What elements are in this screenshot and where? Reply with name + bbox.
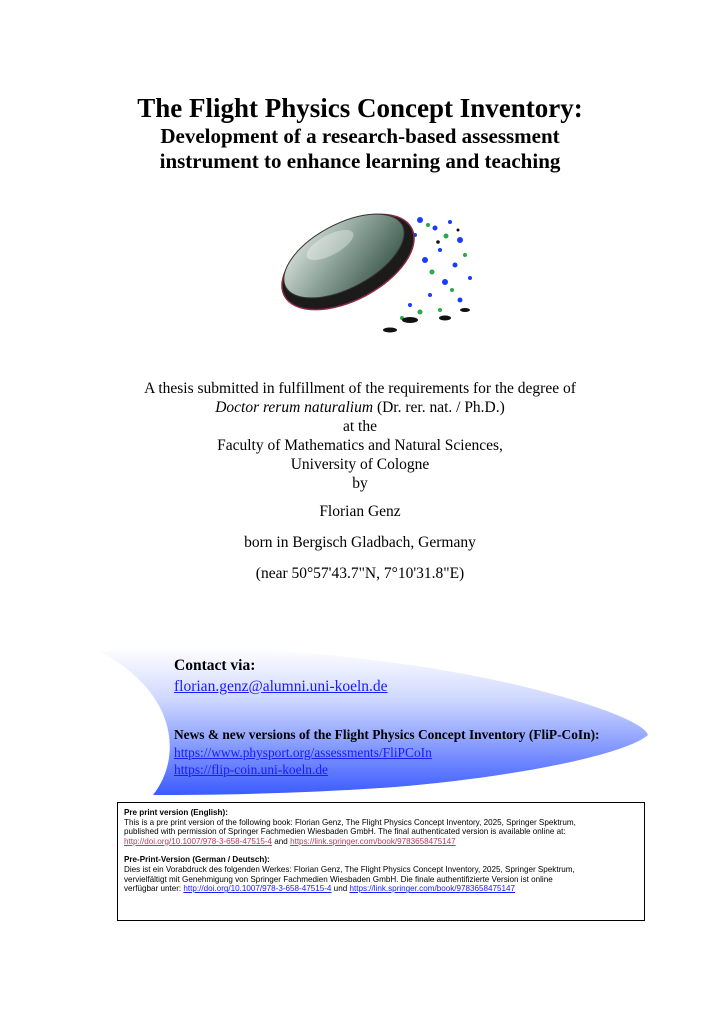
birthplace-coordinates: (near 50°57'43.7"N, 7°10'31.8"E)	[255, 565, 465, 582]
doi-link-de[interactable]: http://doi.org/10.1007/978-3-658-47515-4	[183, 884, 332, 894]
faculty-name: Faculty of Mathematics and Natural Sciences,	[217, 437, 503, 454]
university-name: University of Cologne	[290, 456, 430, 473]
page-subtitle-line-2: instrument to enhance learning and teaching	[159, 149, 561, 173]
physport-link[interactable]: https://www.physport.org/assessments/FliPCoIn	[174, 745, 432, 760]
page-title: The Flight Physics Concept Inventory:	[137, 93, 583, 123]
page-subtitle-line-1: Development of a research-based assessment	[160, 124, 560, 148]
degree-latin: Doctor rerum naturalium	[215, 399, 374, 416]
by-text: by	[352, 475, 368, 492]
preprint-en-links	[124, 837, 640, 847]
spinning-disc-illustration	[270, 200, 480, 340]
preprint-de-line-1: Dies ist ein Vorabdruck des folgenden Werkes: Florian Genz, The Flight Physics Concept Inventory, 2025, Springer Spektrum,	[124, 864, 575, 874]
preprint-de-line-2: vervielfältigt mit Genehmigung von Springer Fachmedien Wiesbaden GmbH. Die finale authentifizierte Version ist online	[124, 874, 553, 884]
preprint-de-heading: Pre-Print-Version (German / Deutsch):	[124, 855, 270, 865]
at-the-text: at the	[343, 418, 377, 435]
doi-link-en[interactable]: http://doi.org/10.1007/978-3-658-47515-4	[124, 836, 273, 846]
contact-email-link[interactable]: florian.genz@alumni.uni-koeln.de	[174, 678, 388, 695]
flip-coin-link[interactable]: https://flip-coin.uni-koeln.de	[174, 762, 328, 777]
degree-abbrev: (Dr. rer. nat. / Ph.D.)	[373, 399, 505, 416]
author-name: Florian Genz	[319, 503, 401, 520]
springer-link-de[interactable]: https://link.springer.com/book/9783658475147	[349, 884, 516, 894]
verfuegbar-text: verfügbar unter:	[124, 884, 184, 894]
thesis-statement: A thesis submitted in fulfillment of the requirements for the degree of	[144, 380, 576, 397]
title-block	[0, 92, 720, 174]
und-text: und	[331, 884, 350, 894]
contact-heading: Contact via:	[174, 657, 256, 674]
thesis-info	[0, 379, 720, 586]
contact-section	[174, 656, 388, 698]
preprint-en-line-1: This is a pre print version of the following book: Florian Genz, The Flight Physics Concept Inventory, 2025, Springer Spektrum,	[124, 817, 576, 827]
degree-line	[0, 398, 720, 417]
preprint-en-line-2: published with permission of Springer Fachmedien Wiesbaden GmbH. The final authenticated version is available online at:	[124, 827, 566, 837]
news-heading: News & new versions of the Flight Physics Concept Inventory (FliP-CoIn):	[174, 727, 600, 742]
preprint-de-links	[124, 884, 640, 894]
spinning-disc-icon	[270, 200, 480, 340]
news-section	[174, 725, 600, 778]
birthplace: born in Bergisch Gladbach, Germany	[244, 534, 476, 551]
preprint-en-heading: Pre print version (English):	[124, 808, 228, 817]
springer-link-en[interactable]: https://link.springer.com/book/9783658475147	[290, 836, 456, 846]
preprint-notice-box	[117, 802, 645, 921]
and-text: and	[272, 836, 291, 846]
